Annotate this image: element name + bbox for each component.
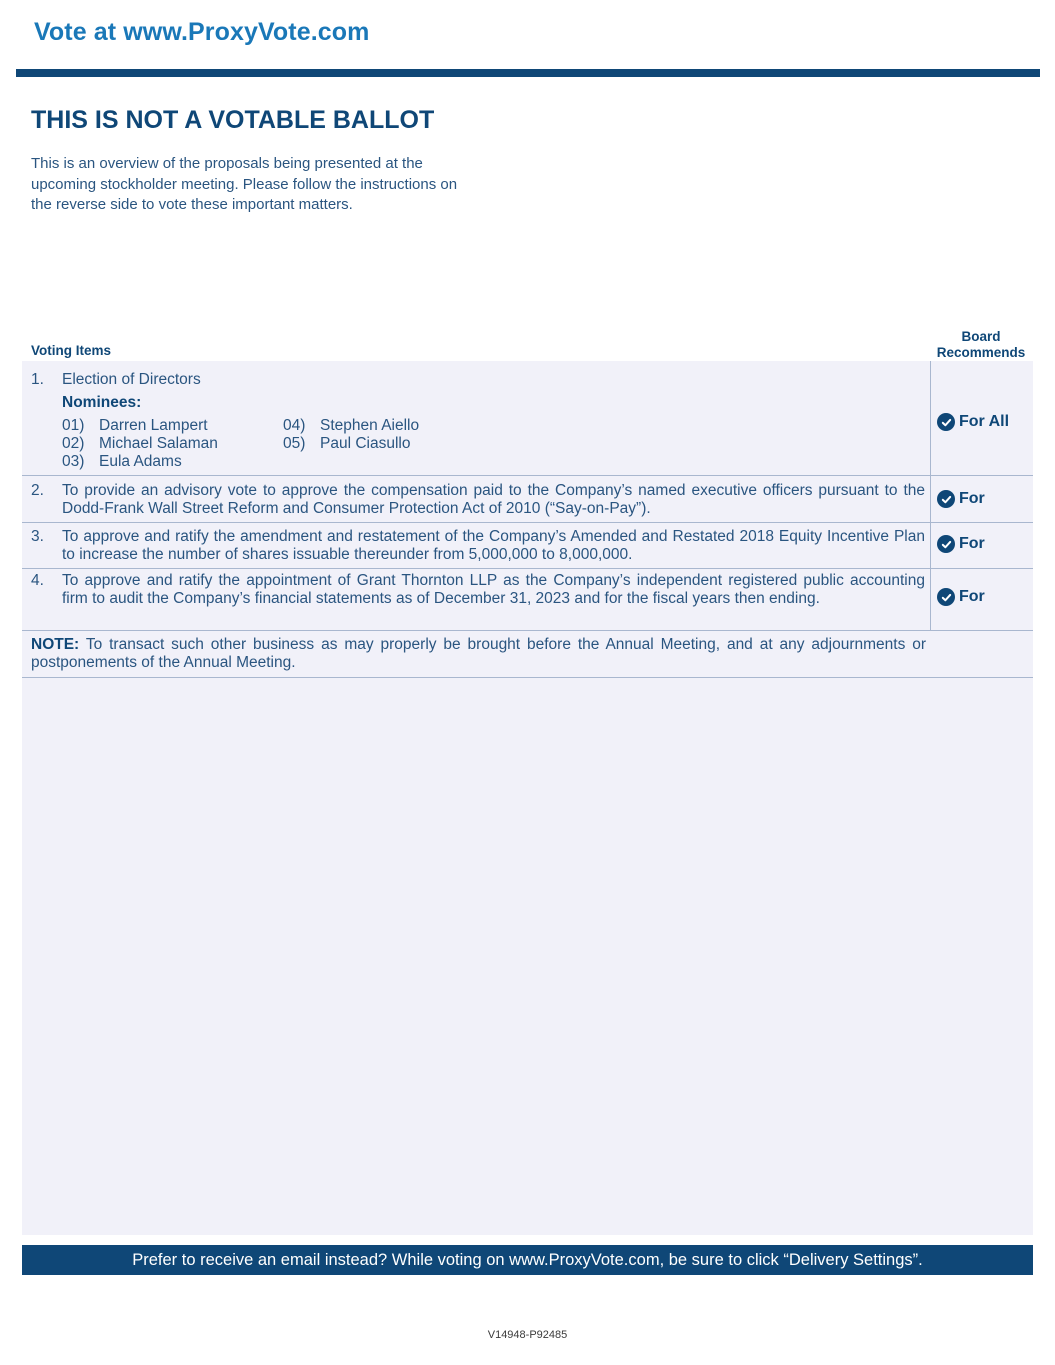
board-recommendation bbox=[937, 490, 985, 508]
nominee-name: Eula Adams bbox=[99, 453, 182, 470]
board-recommendation bbox=[937, 413, 1009, 431]
item-number: 2. bbox=[31, 482, 44, 499]
nominee-code: 02) bbox=[62, 435, 85, 452]
row-divider bbox=[22, 568, 1033, 569]
check-circle-icon bbox=[937, 490, 955, 508]
nominee-code: 05) bbox=[283, 435, 306, 452]
board-recommendation bbox=[937, 588, 985, 606]
header-rule bbox=[16, 69, 1040, 77]
check-circle-icon bbox=[937, 588, 955, 606]
nominee-name: Paul Ciasullo bbox=[320, 435, 411, 452]
nominees-heading: Nominees: bbox=[62, 394, 142, 411]
board-heading-line1: Board bbox=[961, 329, 1001, 344]
nominee bbox=[283, 417, 419, 435]
nominee-name: Stephen Aiello bbox=[320, 417, 420, 434]
recommendation-label: For bbox=[959, 490, 985, 507]
document-id: V14948-P92485 bbox=[487, 1329, 568, 1341]
intro-text bbox=[31, 154, 521, 216]
column-divider bbox=[930, 361, 931, 631]
nominee bbox=[62, 417, 208, 435]
recommendation-label: For bbox=[959, 588, 985, 605]
item-number: 1. bbox=[31, 371, 44, 388]
item-number: 4. bbox=[31, 572, 44, 589]
item-text: To provide an advisory vote to approve the compensation paid to the Company’s named executive officers pursuant to the Dodd-Frank Wall Street Reform and Consumer Protection Act of 2010 (“Say-on-Pay”). bbox=[62, 482, 925, 517]
nominee-name: Darren Lampert bbox=[99, 417, 208, 434]
board-heading-line2: Recommends bbox=[936, 345, 1026, 360]
intro-line: This is an overview of the proposals being presented at the bbox=[31, 155, 423, 172]
nominee-name: Michael Salaman bbox=[99, 435, 218, 452]
check-circle-icon bbox=[937, 413, 955, 431]
header-title[interactable]: Vote at www.ProxyVote.com bbox=[34, 18, 370, 46]
nominee bbox=[283, 435, 410, 453]
nominee-code: 01) bbox=[62, 417, 85, 434]
note-text: To transact such other business as may properly be brought before the Annual Meeting, and at any adjournments or postponements of the Annual Meeting. bbox=[31, 636, 927, 671]
nominee-code: 03) bbox=[62, 453, 85, 470]
ballot-title: THIS IS NOT A VOTABLE BALLOT bbox=[31, 106, 435, 134]
delivery-settings-banner: Prefer to receive an email instead? While voting on www.ProxyVote.com, be sure to click “Delivery Settings”. bbox=[22, 1245, 1033, 1275]
row-divider bbox=[22, 475, 1033, 476]
intro-line: the reverse side to vote these important matters. bbox=[31, 196, 353, 213]
row-divider bbox=[22, 630, 1033, 631]
row-divider bbox=[22, 677, 1033, 678]
voting-items-heading: Voting Items bbox=[31, 343, 112, 358]
intro-line: upcoming stockholder meeting. Please follow the instructions on bbox=[31, 175, 458, 193]
nominee bbox=[62, 453, 182, 471]
item-text: Election of Directors bbox=[62, 371, 201, 388]
nominee bbox=[62, 435, 218, 453]
item-text: To approve and ratify the amendment and restatement of the Company’s Amended and Restated 2018 Equity Incentive Plan to increase the number of shares issuable thereunder from 5,000,000 to 8,000,000. bbox=[62, 528, 925, 563]
nominee-code: 04) bbox=[283, 417, 306, 434]
item-number: 3. bbox=[31, 528, 44, 545]
note bbox=[31, 636, 926, 672]
item-text: To approve and ratify the appointment of Grant Thornton LLP as the Company’s independent registered public accounting firm to audit the Company’s financial statements as of December 31, 2023 and for the fiscal years then ending. bbox=[62, 572, 925, 607]
row-divider bbox=[22, 522, 1033, 523]
board-recommendation bbox=[937, 535, 985, 553]
board-recommends-heading bbox=[930, 329, 1032, 361]
recommendation-label: For All bbox=[959, 413, 1010, 430]
note-label: NOTE: bbox=[31, 636, 80, 653]
check-circle-icon bbox=[937, 535, 955, 553]
recommendation-label: For bbox=[959, 535, 985, 552]
